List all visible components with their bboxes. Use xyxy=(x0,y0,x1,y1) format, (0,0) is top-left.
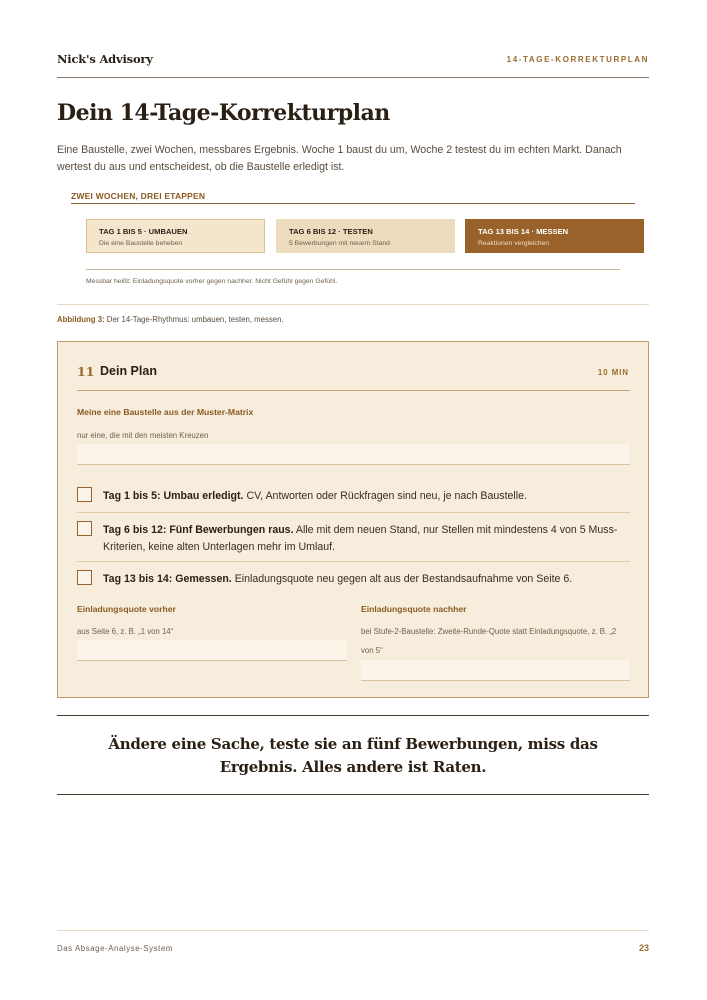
figure-note: Messbar heißt: Einladungsquote vorher gegen nachher. Nicht Gefühl gegen Gefühl. xyxy=(86,278,338,285)
pull-quote: Ändere eine Sache, teste sie an fünf Bewerbungen, miss das Ergebnis. Alles andere ist Raten. xyxy=(108,735,598,776)
checkbox[interactable] xyxy=(77,487,92,502)
page-header xyxy=(57,52,649,78)
checklist-text: Tag 6 bis 12: Fünf Bewerbungen raus. Alle mit dem neuen Stand, nur Stellen mit mindestens 4 von 5 Muss-Kriterien, keine alten Unterlagen mehr im Umlauf. xyxy=(103,524,618,553)
baustelle-hint: nur eine, die mit den meisten Kreuzen xyxy=(77,431,209,440)
figure-bottom-rule xyxy=(57,304,649,305)
phase-title: TAG 1 BIS 5 · UMBAUEN xyxy=(99,227,188,236)
phase-title: TAG 13 BIS 14 · MESSEN xyxy=(478,227,569,236)
quote-before-hint: aus Seite 6, z. B. „1 von 14“ xyxy=(77,627,174,636)
footer-book-title: Das Absage-Analyse-System xyxy=(57,944,173,953)
card-title: Dein Plan xyxy=(100,364,157,378)
card-divider xyxy=(77,390,630,391)
card-number: 11 xyxy=(77,364,95,379)
phase-build xyxy=(86,219,265,253)
page xyxy=(57,0,649,1000)
checkbox[interactable] xyxy=(77,521,92,536)
phase-subtitle: Reaktionen vergleichen xyxy=(478,240,550,247)
quote-top-rule xyxy=(57,715,649,716)
phase-subtitle: Die eine Baustelle beheben xyxy=(99,240,183,247)
figure-caption xyxy=(57,315,284,324)
quote-after-label: Einladungsquote nachher xyxy=(361,604,467,614)
baustelle-field[interactable] xyxy=(77,444,630,465)
page-number: 23 xyxy=(638,943,649,953)
checklist-divider xyxy=(77,561,630,562)
caption-text: Der 14-Tage-Rhythmus: umbauen, testen, messen. xyxy=(104,315,284,324)
checklist-text: Tag 1 bis 5: Umbau erledigt. CV, Antworten oder Rückfragen sind neu, je nach Baustelle. xyxy=(103,490,527,502)
caption-label: Abbildung 3: xyxy=(57,315,105,324)
footer-rule xyxy=(57,930,649,931)
checklist-item xyxy=(77,521,630,557)
figure-heading: ZWEI WOCHEN, DREI ETAPPEN xyxy=(71,186,635,204)
quote-after-hint: bei Stufe-2-Baustelle: Zweite-Runde-Quote statt Einladungsquote, z. B. „2 von 5“ xyxy=(361,627,617,655)
time-estimate: 10 MIN xyxy=(597,368,629,377)
checklist-item xyxy=(77,570,630,590)
intro-paragraph: Eine Baustelle, zwei Wochen, messbares Ergebnis. Woche 1 baust du um, Woche 2 testest du im echten Markt. Danach wertest du aus und entscheidest, ob die Baustelle erledigt ist. xyxy=(57,144,622,173)
checklist-item xyxy=(77,487,630,507)
quote-after-field[interactable] xyxy=(361,660,630,681)
checklist-divider xyxy=(77,512,630,513)
figure-divider xyxy=(86,269,620,270)
phase-measure xyxy=(465,219,644,253)
plan-card xyxy=(57,341,649,698)
phase-test xyxy=(276,219,455,253)
baustelle-label: Meine eine Baustelle aus der Muster-Matrix xyxy=(77,407,254,417)
phase-title: TAG 6 BIS 12 · TESTEN xyxy=(289,227,373,236)
section-tag: 14-TAGE-KORREKTURPLAN xyxy=(506,55,649,64)
brand-name: Nick's Advisory xyxy=(57,52,153,66)
quote-before-field[interactable] xyxy=(77,640,347,661)
page-title: Dein 14-Tage-Korrekturplan xyxy=(57,100,390,126)
quote-before-label: Einladungsquote vorher xyxy=(77,604,176,614)
checkbox[interactable] xyxy=(77,570,92,585)
phase-subtitle: 5 Bewerbungen mit neuem Stand xyxy=(289,240,390,247)
checklist-text: Tag 13 bis 14: Gemessen. Einladungsquote neu gegen alt aus der Bestandsaufnahme von Seite 6. xyxy=(103,573,573,585)
quote-bottom-rule xyxy=(57,794,649,795)
